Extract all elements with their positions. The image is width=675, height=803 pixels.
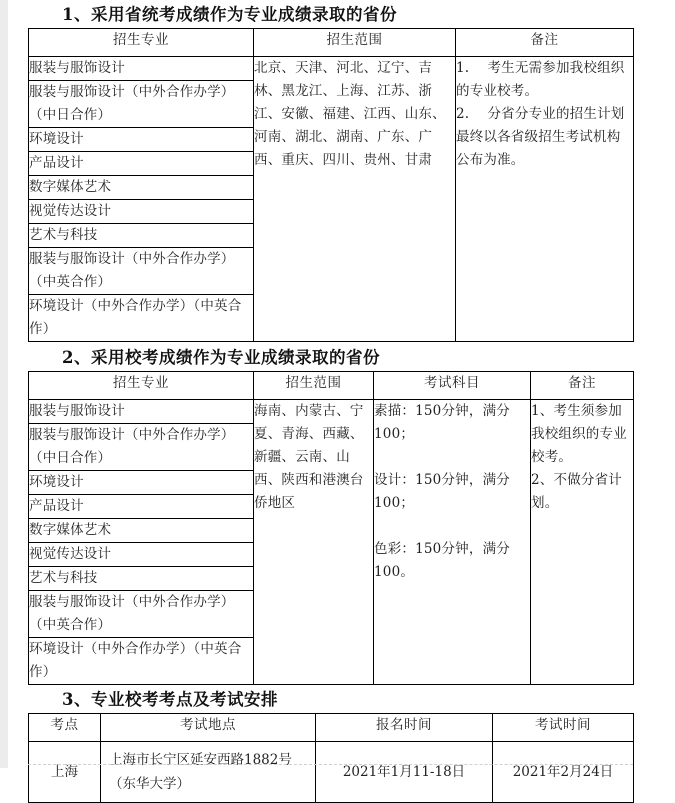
table-row xyxy=(29,57,634,81)
major-name: 视觉传达设计 xyxy=(29,543,254,567)
column-header-remark: 备注 xyxy=(456,29,634,57)
exam-venue-table xyxy=(28,713,634,803)
scope-cell: 海南、内蒙古、宁夏、青海、西藏、新疆、云南、山西、陕西和港澳台侨地区 xyxy=(254,400,374,685)
subject-item-2: 设计：150分钟，满分100； xyxy=(374,472,510,511)
column-header-scope: 招生范围 xyxy=(254,29,456,57)
column-header-scope: 招生范围 xyxy=(254,372,374,400)
column-header-remark: 备注 xyxy=(531,372,634,400)
major-name: 环境设计（中外合作办学）（中英合作） xyxy=(29,638,254,685)
major-name: 产品设计 xyxy=(29,495,254,519)
column-header-major: 招生专业 xyxy=(29,29,254,57)
major-name: 产品设计 xyxy=(29,152,254,176)
major-name: 服装与服饰设计（中外合作办学）（中英合作） xyxy=(29,591,254,638)
section-1-heading: 1、采用省统考成绩作为专业成绩录取的省份 xyxy=(62,5,397,24)
table-row xyxy=(29,742,634,803)
major-name: 环境设计 xyxy=(29,471,254,495)
section-1 xyxy=(0,0,675,342)
venue-address: 上海市长宁区延安西路1882号（东华大学） xyxy=(101,742,316,803)
column-header-major: 招生专业 xyxy=(29,372,254,400)
subjects-cell xyxy=(374,400,531,685)
provincial-exam-table xyxy=(28,28,634,342)
major-name: 服装与服饰设计（中外合作办学）（中英合作） xyxy=(29,248,254,295)
major-name: 艺术与科技 xyxy=(29,567,254,591)
column-header-signup-time: 报名时间 xyxy=(316,714,493,742)
major-name: 服装与服饰设计（中外合作办学）（中日合作） xyxy=(29,81,254,128)
table-header-row xyxy=(29,714,634,742)
remark-item-1: 1、考生须参加我校组织的专业校考。 xyxy=(531,403,627,465)
table-header-row xyxy=(29,29,634,57)
section-3-heading: 3、专业校考考点及考试安排 xyxy=(62,690,278,709)
major-name: 服装与服饰设计（中外合作办学）（中日合作） xyxy=(29,424,254,471)
venue-signup-time: 2021年1月11-18日 xyxy=(316,742,493,803)
major-name: 服装与服饰设计 xyxy=(29,400,254,424)
column-header-site: 考点 xyxy=(29,714,101,742)
section-3 xyxy=(0,685,675,803)
column-header-subjects: 考试科目 xyxy=(374,372,531,400)
major-name: 艺术与科技 xyxy=(29,224,254,248)
major-name: 数字媒体艺术 xyxy=(29,519,254,543)
major-name: 视觉传达设计 xyxy=(29,200,254,224)
subject-spacer xyxy=(374,515,530,538)
remark-item-2: 2. 分省分专业的招生计划最终以各省级招生考试机构公布为准。 xyxy=(456,106,625,168)
page-bottom-rule xyxy=(28,764,633,766)
column-header-exam-time: 考试时间 xyxy=(493,714,634,742)
venue-exam-time: 2021年2月24日 xyxy=(493,742,634,803)
section-2-heading: 2、采用校考成绩作为专业成绩录取的省份 xyxy=(62,348,380,367)
subject-item-3: 色彩：150分钟，满分100。 xyxy=(374,541,510,580)
table-header-row xyxy=(29,372,634,400)
major-name: 环境设计（中外合作办学）（中英合作） xyxy=(29,295,254,342)
subject-item-1: 素描：150分钟，满分100； xyxy=(374,403,510,442)
remark-item-1: 1. 考生无需参加我校组织的专业校考。 xyxy=(456,60,625,99)
school-exam-table xyxy=(28,371,634,685)
remark-item-2: 2、不做分省计划。 xyxy=(531,472,622,511)
table-row xyxy=(29,400,634,424)
subject-spacer xyxy=(374,446,530,469)
major-name: 环境设计 xyxy=(29,128,254,152)
scope-cell: 北京、天津、河北、辽宁、吉林、黑龙江、上海、江苏、浙江、安徽、福建、江西、山东、河南、湖北、湖南、广东、广西、重庆、四川、贵州、甘肃 xyxy=(254,57,456,342)
column-header-address: 考试地点 xyxy=(101,714,316,742)
major-name: 服装与服饰设计 xyxy=(29,57,254,81)
venue-site: 上海 xyxy=(29,742,101,803)
remark-cell xyxy=(456,57,634,342)
section-2 xyxy=(0,342,675,685)
major-name: 数字媒体艺术 xyxy=(29,176,254,200)
remark-cell xyxy=(531,400,634,685)
